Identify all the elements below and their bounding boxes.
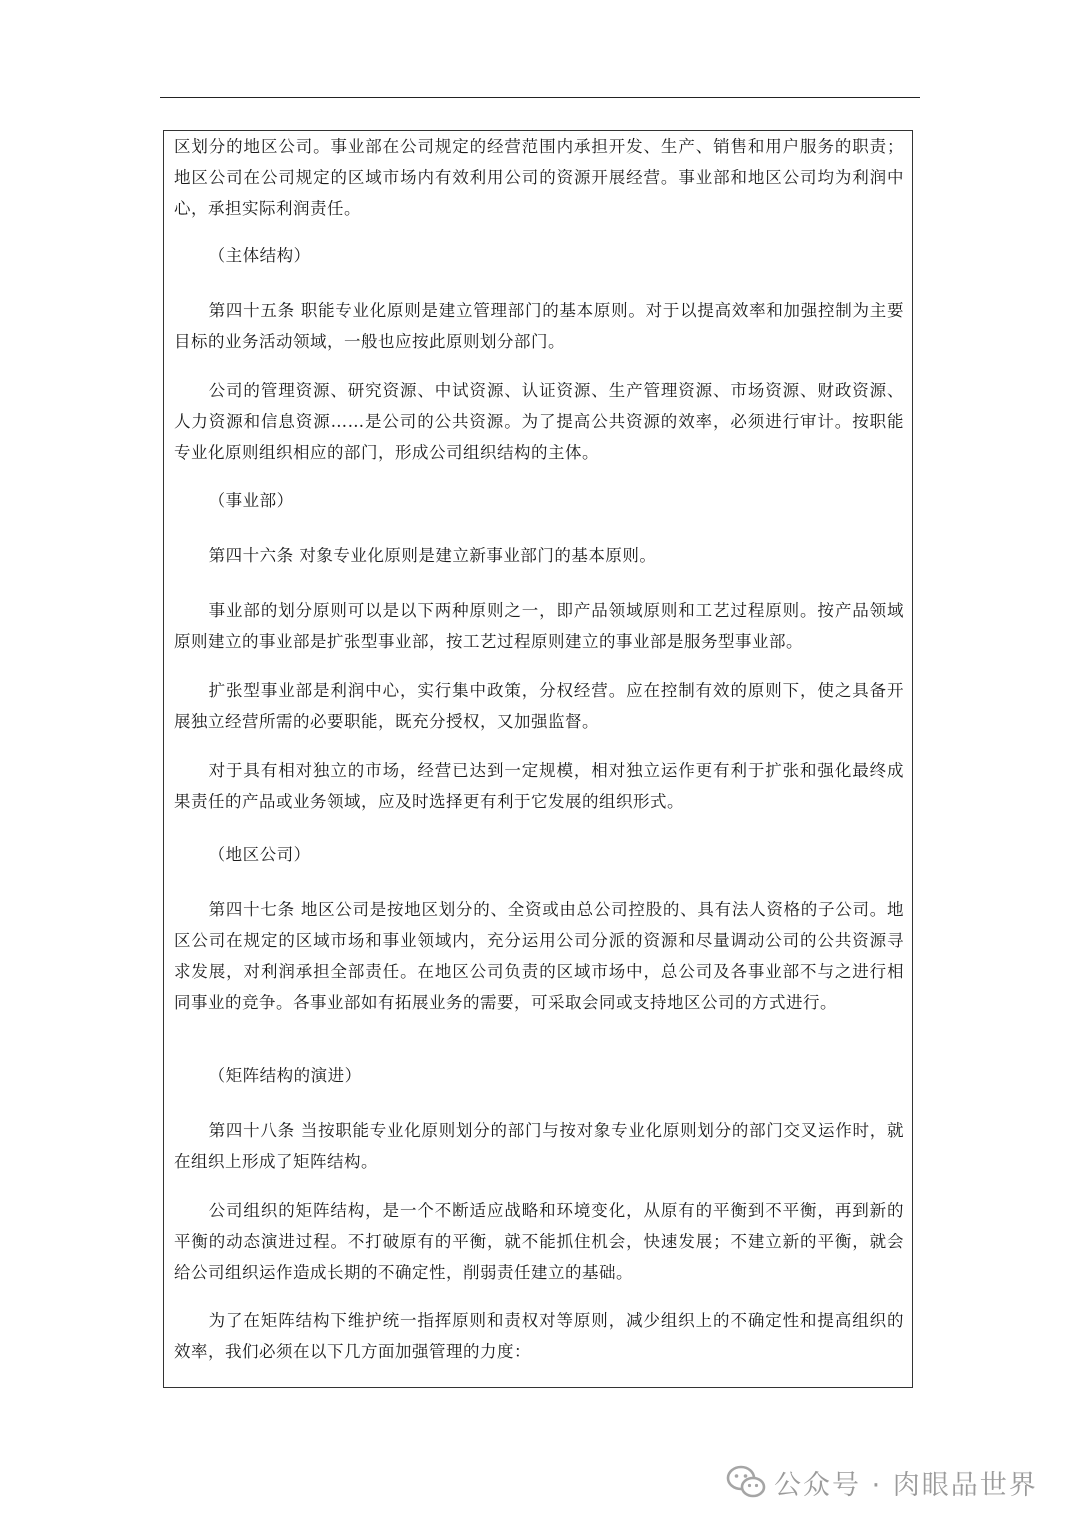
paragraph-matrix-dynamics: 公司组织的矩阵结构，是一个不断适应战略和环境变化，从原有的平衡到不平衡，再到新的平衡的动态演进过程。不打破原有的平衡，就不能抓住机会，快速发展；不建立新的平衡，就会给公司组织运作造成长期的不确定性，削弱责任建立的基础。 — [174, 1201, 904, 1282]
article-48: 第四十八条 当按职能专业化原则划分的部门与按对象专业化原则划分的部门交叉运作时，就在组织上形成了矩阵结构。 — [174, 1121, 904, 1171]
paragraph-continuation: 区划分的地区公司。事业部在公司规定的经营范围内承担开发、生产、销售和用户服务的职责；地区公司在公司规定的区域市场内有效利用公司的资源开展经营。事业部和地区公司均为利润中心，承担实际利润责任。 — [174, 137, 904, 218]
watermark — [726, 1462, 1038, 1502]
paragraph-public-resources: 公司的管理资源、研究资源、中试资源、认证资源、生产管理资源、市场资源、财政资源、人力资源和信息资源……是公司的公共资源。为了提高公共资源的效率，必须进行审计。按职能专业化原则组织相应的部门，形成公司组织结构的主体。 — [174, 381, 904, 462]
article-46: 第四十六条 对象专业化原则是建立新事业部门的基本原则。 — [208, 546, 657, 565]
header-rule — [160, 97, 920, 98]
section-heading-matrix-evolution: （矩阵结构的演进） — [208, 1066, 362, 1085]
watermark-text: 公众号 · 肉眼品世界 — [774, 1469, 1038, 1501]
section-heading-business-unit: （事业部） — [208, 491, 294, 510]
wechat-icon — [726, 1465, 766, 1499]
article-45: 第四十五条 职能专业化原则是建立管理部门的基本原则。对于以提高效率和加强控制为主要目标的业务活动领域，一般也应按此原则划分部门。 — [174, 301, 904, 351]
paragraph-management-strengthening: 为了在矩阵结构下维护统一指挥原则和责权对等原则，减少组织上的不确定性和提高组织的效率，我们必须在以下几方面加强管理的力度： — [174, 1311, 904, 1361]
paragraph-expansion-units: 扩张型事业部是利润中心，实行集中政策，分权经营。应在控制有效的原则下，使之具备开展独立经营所需的必要职能，既充分授权，又加强监督。 — [174, 681, 904, 731]
section-heading-main-structure: （主体结构） — [208, 246, 311, 265]
content-box — [163, 130, 913, 1388]
paragraph-business-unit-principles: 事业部的划分原则可以是以下两种原则之一，即产品领域原则和工艺过程原则。按产品领域原则建立的事业部是扩张型事业部，按工艺过程原则建立的事业部是服务型事业部。 — [174, 601, 904, 651]
paragraph-independent-markets: 对于具有相对独立的市场，经营已达到一定规模，相对独立运作更有利于扩张和强化最终成果责任的产品或业务领域，应及时选择更有利于它发展的组织形式。 — [174, 761, 904, 811]
article-47: 第四十七条 地区公司是按地区划分的、全资或由总公司控股的、具有法人资格的子公司。地区公司在规定的区域市场和事业领域内，充分运用公司分派的资源和尽量调动公司的公共资源寻求发展，对利润承担全部责任。在地区公司负责的区域市场中，总公司及各事业部不与之进行相同事业的竞争。各事业部如有拓展业务的需要，可采取会同或支持地区公司的方式进行。 — [174, 900, 904, 1012]
section-heading-regional-company: （地区公司） — [208, 845, 311, 864]
